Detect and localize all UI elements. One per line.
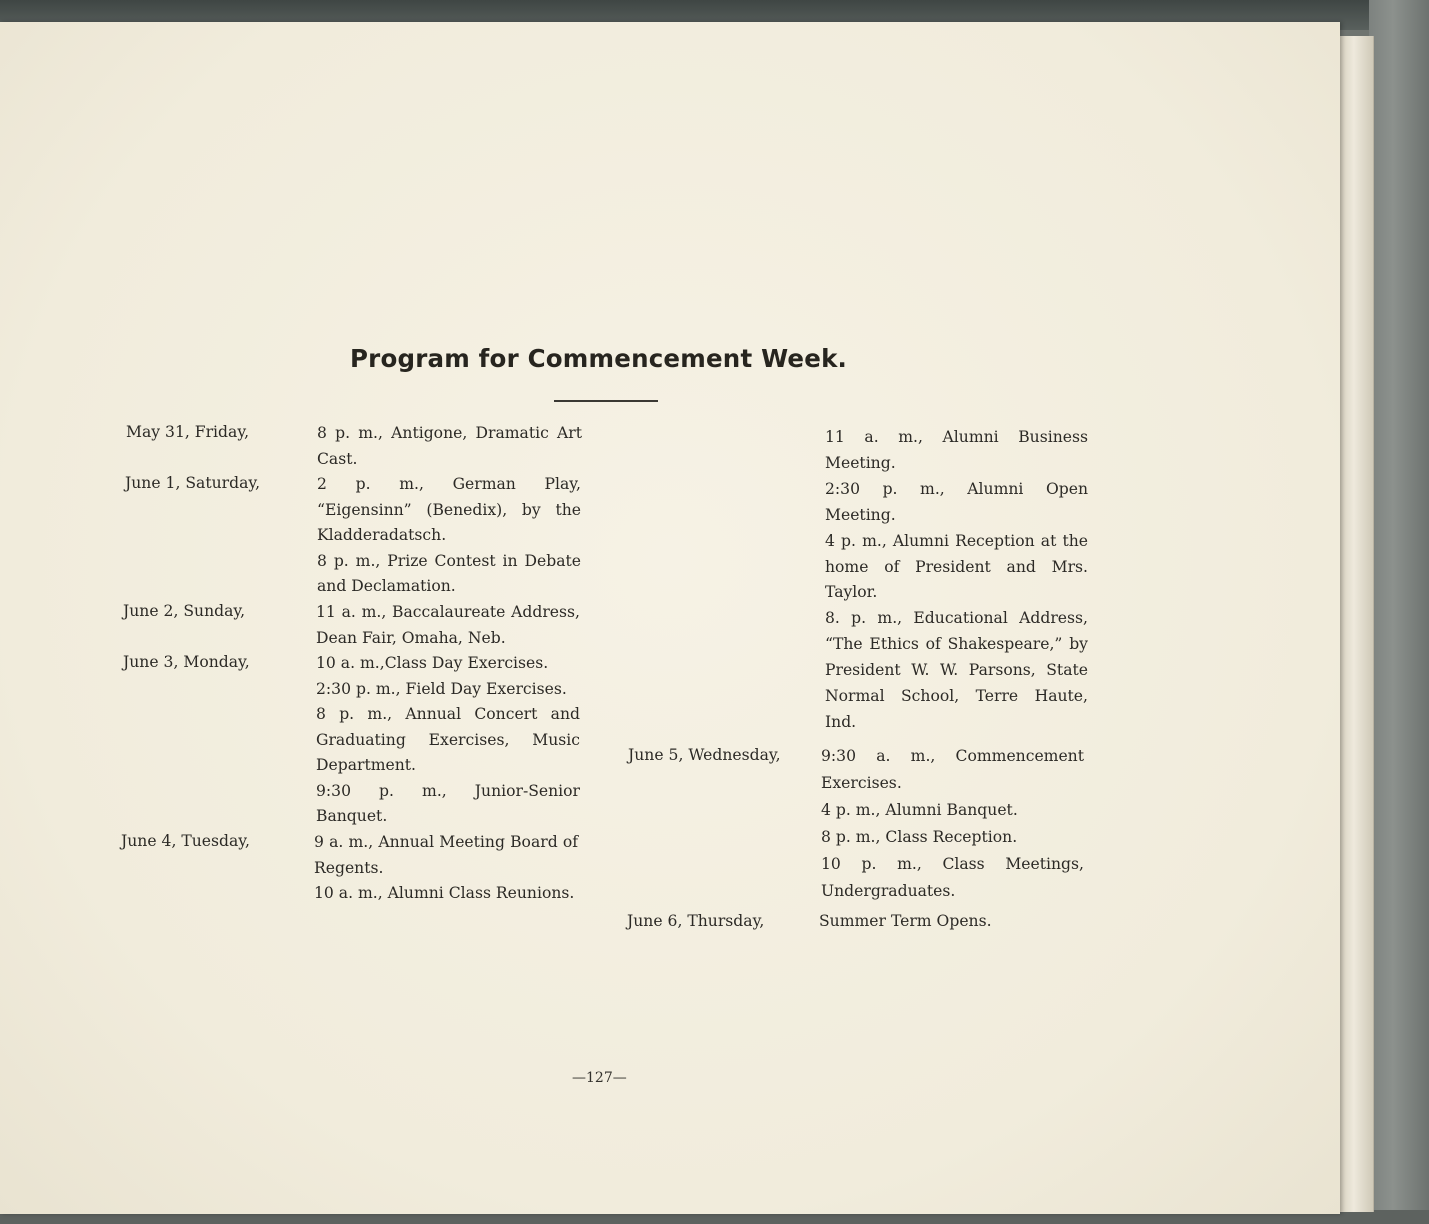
- page-title: Program for Commencement Week.: [350, 344, 848, 373]
- schedule-event: 4 p. m., Alumni Reception at the home of President and Mrs. Taylor.: [825, 531, 1088, 602]
- schedule-date: June 4, Tuesday,: [121, 832, 251, 850]
- schedule-event: 11 a. m., Baccalaureate Address, Dean Fair, Omaha, Neb.: [316, 603, 580, 647]
- schedule-events: [316, 651, 580, 830]
- schedule-event: 9:30 a. m., Commencement Exercises.: [821, 747, 1084, 792]
- title-rule: [554, 400, 658, 402]
- schedule-date: June 6, Thursday,: [627, 912, 765, 930]
- schedule-event: 10 a. m., Alumni Class Reunions.: [314, 884, 575, 902]
- schedule-event: 9 a. m., Annual Meeting Board of Regents.: [314, 833, 578, 877]
- schedule-date: June 5, Wednesday,: [628, 746, 781, 764]
- schedule-events: [819, 909, 1082, 935]
- schedule-event: 2 p. m., German Play, “Eigensinn” (Benedix), by the Kladderadatsch.: [317, 475, 581, 544]
- schedule-events: [317, 421, 582, 472]
- book-cover-right: [1369, 0, 1429, 1224]
- schedule-event: 2:30 p. m., Field Day Exercises.: [316, 679, 567, 698]
- schedule-date: June 2, Sunday,: [123, 602, 246, 620]
- schedule-event: 10 p. m., Class Meetings, Undergraduates.: [821, 855, 1084, 900]
- schedule-event: 4 p. m., Alumni Banquet.: [821, 801, 1018, 819]
- schedule-event: 8 p. m., Class Reception.: [821, 828, 1018, 846]
- page-number: —127—: [572, 1070, 627, 1086]
- schedule-events: [317, 472, 581, 600]
- book-page: [0, 22, 1340, 1214]
- schedule-events: [316, 600, 580, 651]
- schedule-event: 11 a. m., Alumni Business Meeting.: [825, 428, 1088, 472]
- schedule-event: 2:30 p. m., Alumni Open Meeting.: [825, 479, 1088, 524]
- schedule-events: [821, 743, 1084, 905]
- schedule-event: 8. p. m., Educational Address, “The Ethics of Shakespeare,” by President W. W. Parsons, State Normal School, Terre Haute, Ind.: [825, 609, 1088, 731]
- schedule-events: [825, 425, 1088, 736]
- schedule-events: [314, 830, 578, 907]
- schedule-date: June 1, Saturday,: [125, 474, 261, 492]
- schedule-event: 10 a. m.,Class Day Exercises.: [316, 654, 549, 672]
- schedule-event: Summer Term Opens.: [819, 912, 992, 930]
- schedule-event: 9:30 p. m., Junior-Senior Banquet.: [316, 781, 580, 825]
- schedule-event: 8 p. m., Antigone, Dramatic Art Cast.: [317, 424, 582, 468]
- schedule-event: 8 p. m., Prize Contest in Debate and Declamation.: [317, 551, 581, 595]
- schedule-event: 8 p. m., Annual Concert and Graduating Exercises, Music Department.: [316, 705, 580, 774]
- schedule-date: June 3, Monday,: [123, 653, 250, 671]
- schedule-date: May 31, Friday,: [126, 423, 250, 441]
